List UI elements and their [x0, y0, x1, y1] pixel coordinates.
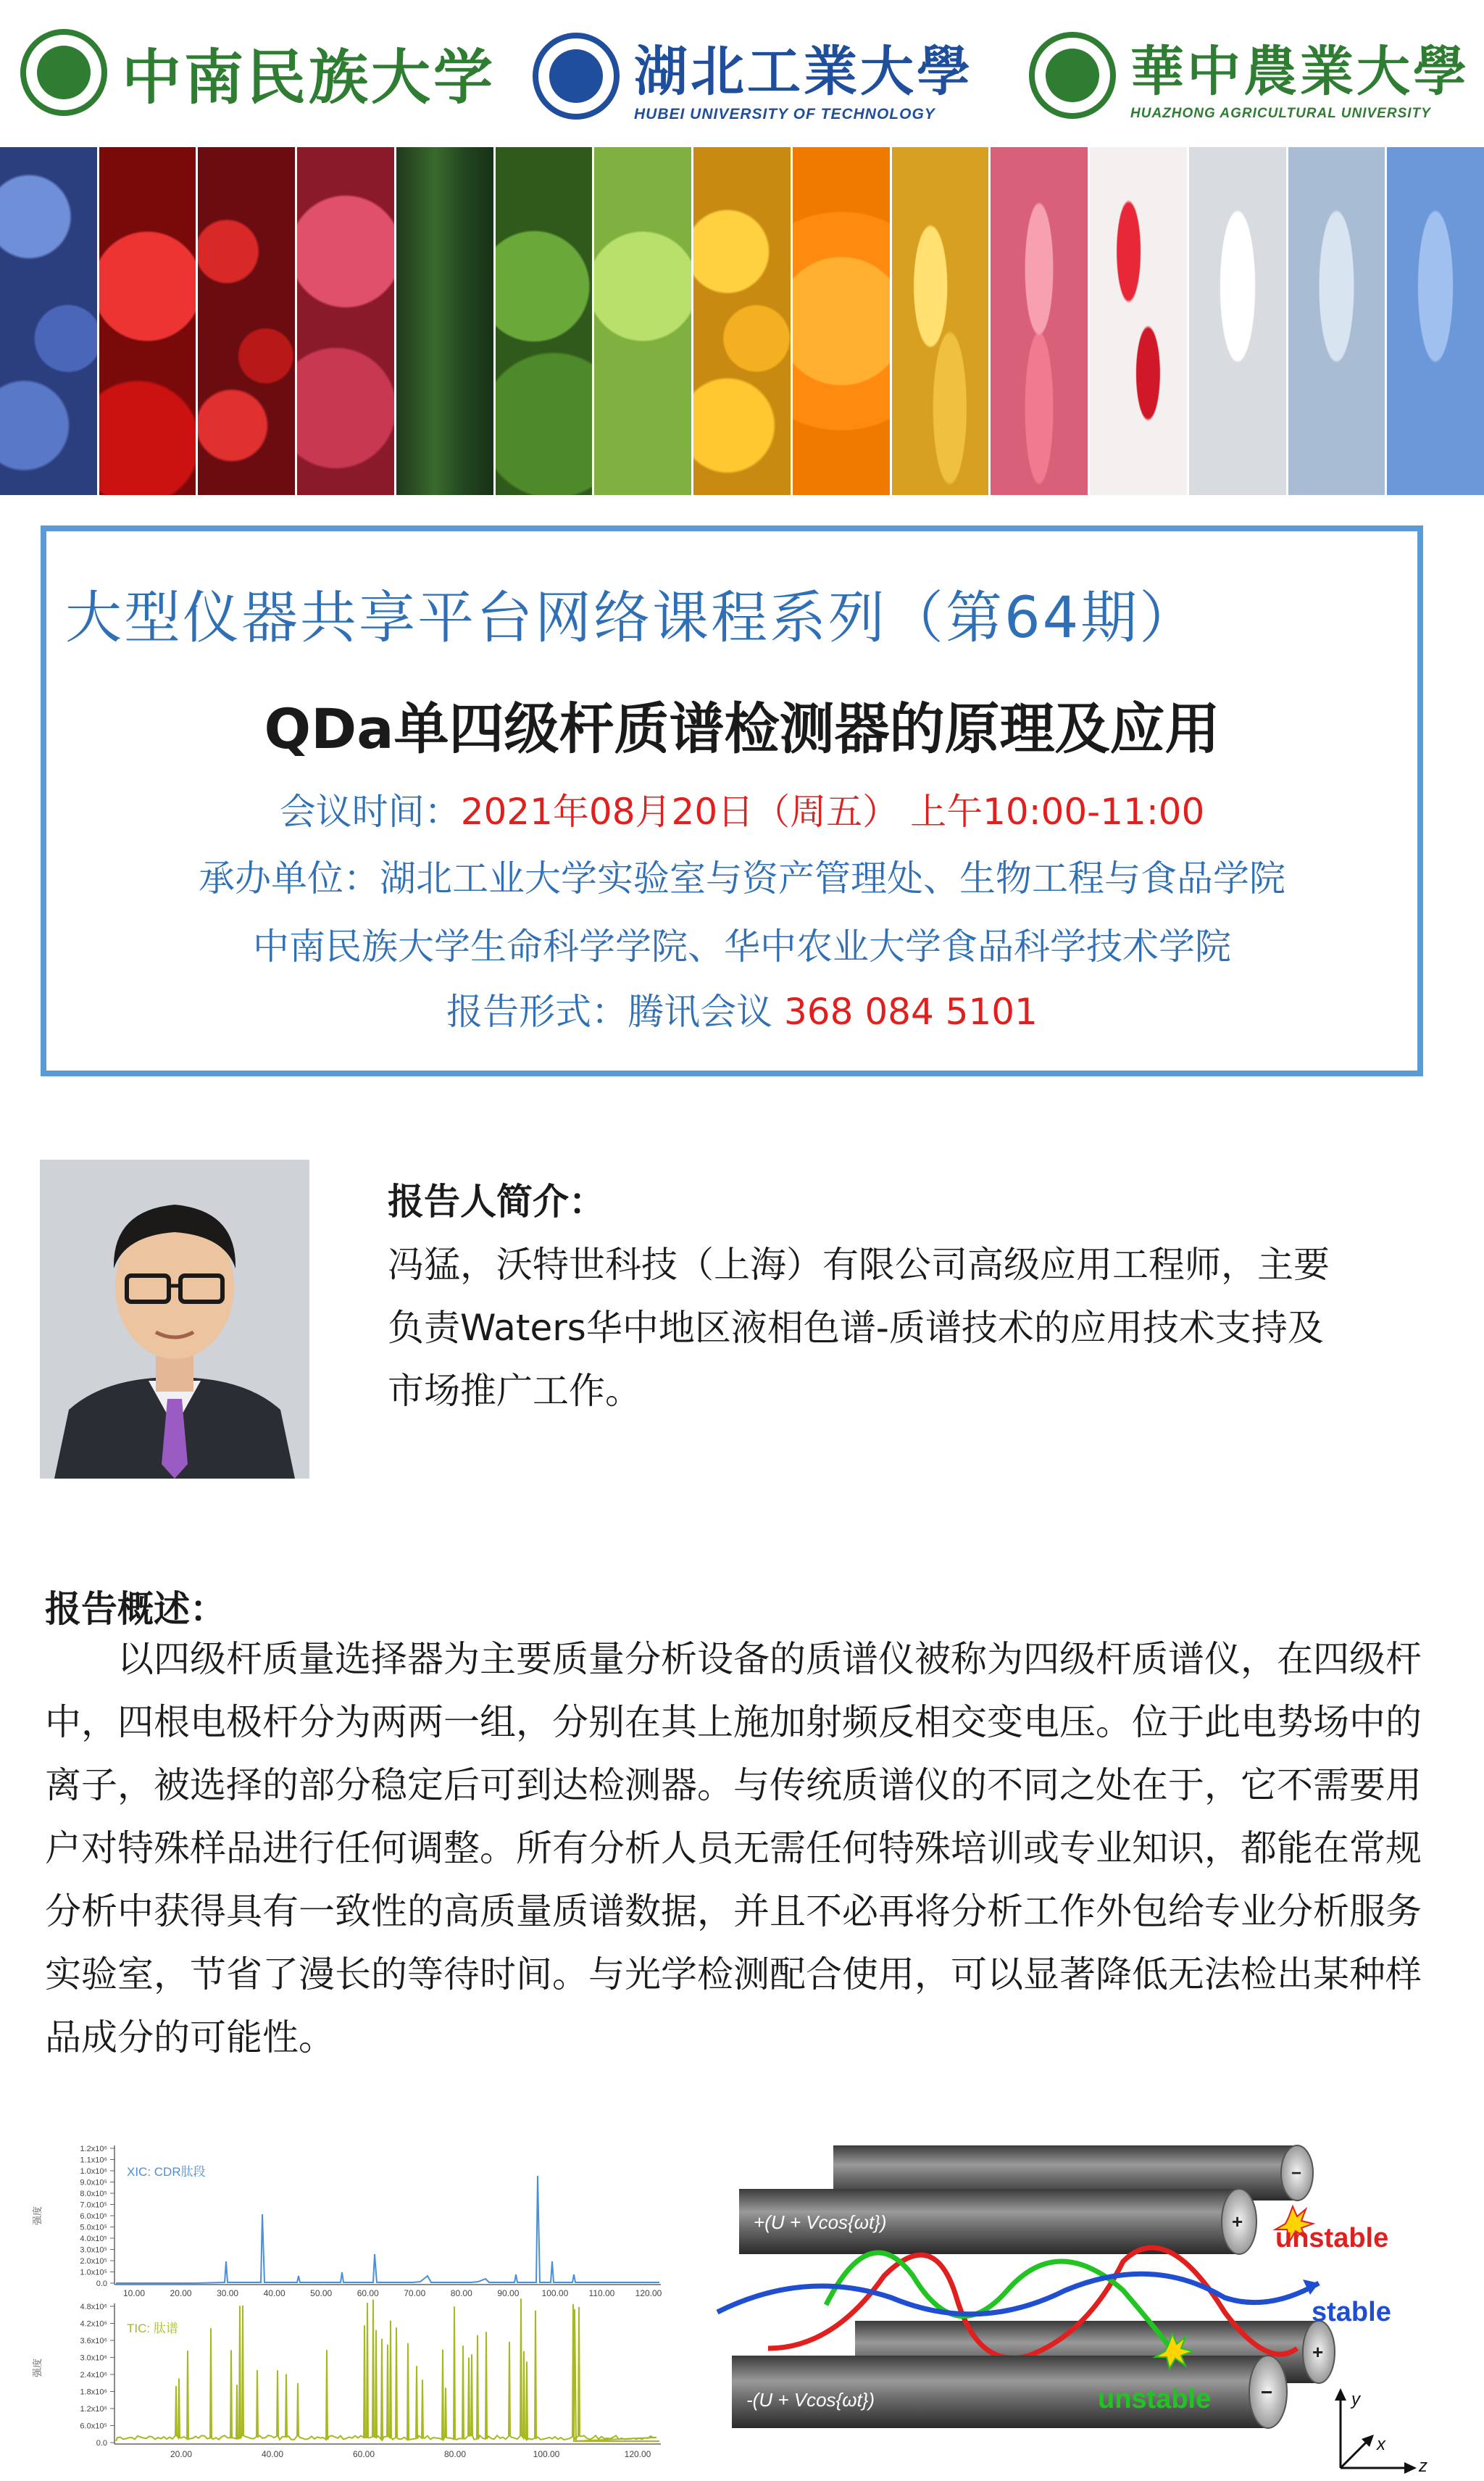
hbut-seal-icon [533, 33, 620, 120]
tic-y-tick-1: 4.2x10⁶ [80, 2319, 107, 2329]
hzau-subtitle: HUAZHONG AGRICULTURAL UNIVERSITY [1130, 106, 1431, 121]
scuec-seal-icon [20, 29, 107, 116]
bio-line-3: 市场推广工作。 [388, 1370, 641, 1412]
axis-y-label: y [1351, 2390, 1360, 2409]
speaker-bio [388, 1234, 1431, 1423]
cherries-strip [99, 147, 199, 495]
xic-y-tick-12: 0.0 [96, 2280, 107, 2288]
unstable-label-top: unstable [1275, 2223, 1389, 2253]
host-line-1 [0, 849, 1484, 902]
rod-minus-sign-2: − [1261, 2381, 1273, 2403]
tic-label: TIC: 肽谱 [127, 2322, 178, 2335]
xic-x-tick-10: 110.00 [588, 2288, 615, 2298]
tic-y-tick-2: 3.6x10⁶ [80, 2337, 107, 2345]
meeting-id: 368 084 5101 [784, 991, 1038, 1033]
xic-x-tick-0: 10.00 [122, 2288, 146, 2298]
xic-y-tick-3: 9.0x10⁵ [80, 2178, 107, 2187]
tic-y-tick-8: 0.0 [96, 2439, 107, 2448]
xic-x-tick-8: 90.00 [497, 2288, 520, 2298]
broccoli-strip [496, 147, 595, 495]
orange-strip [793, 147, 892, 495]
bottom-formula: -(U + Vcos{ωt}) [746, 2389, 875, 2411]
white-pills-strip [1189, 147, 1288, 495]
rod-plus-sign-2: + [1312, 2341, 1324, 2363]
xic-y-tick-1: 1.1x10⁶ [80, 2156, 107, 2165]
summary-heading: 报告概述： [45, 1588, 226, 1630]
pink-pills-strip [991, 147, 1090, 495]
series-title: 大型仪器共享平台网络课程系列（第64期） [65, 586, 1199, 651]
xic-trace [116, 2176, 659, 2283]
host-label: 承办单位： [199, 857, 380, 899]
top-formula: +(U + Vcos{ωt}) [754, 2211, 887, 2233]
tic-panel [32, 2298, 661, 2459]
rod-minus-sign: − [1291, 2164, 1302, 2183]
tic-y-tick-6: 1.2x10⁶ [80, 2405, 107, 2414]
xic-y-tick-11: 1.0x10⁵ [80, 2268, 107, 2277]
currants-strip [198, 147, 297, 495]
tic-y-axis-label: 强度 [32, 2358, 43, 2377]
tic-x-tick-4: 100.00 [533, 2449, 560, 2459]
tic-x-tick-5: 120.00 [624, 2449, 651, 2459]
quadrupole-diagram [717, 2131, 1449, 2476]
scuec-name: 中南民族大学 [122, 42, 496, 112]
xic-x-tick-2: 30.00 [217, 2288, 239, 2298]
xic-y-tick-5: 7.0x10⁵ [80, 2201, 107, 2210]
xic-panel [32, 2145, 662, 2298]
xic-y-tick-7: 5.0x10⁵ [80, 2223, 107, 2232]
chromatogram-figure [32, 2138, 674, 2464]
hbut-subtitle: HUBEI UNIVERSITY OF TECHNOLOGY [634, 106, 935, 122]
tic-y-tick-7: 6.0x10⁵ [80, 2422, 107, 2431]
xic-y-tick-0: 1.2x10⁶ [80, 2145, 107, 2153]
summary-paragraph: 以四级杆质量选择器为主要质量分析设备的质谱仪被称为四级杆质谱仪，在四级杆中，四根电极杆分为两两一组，分别在其上施加射频反相交变电压。位于此电势场中的离子，被选择的部分稳定后可到达检测器。与传统质谱仪的不同之处在于，它不需要用户对特殊样品进行任何调整。所有分析人员无需任何特殊培训或专业知识，都能在常规分析中获得具有一致性的高质量质谱数据，并且不必再将分析工作外包给专业分析服务实验室，节省了漫长的等待时间。与光学检测配合使用，可以显著降低无法检出某种样品成分的可能性。 [45, 1638, 1422, 2058]
xic-y-axis-label: 强度 [32, 2206, 43, 2225]
xic-y-tick-9: 3.0x10⁵ [80, 2245, 107, 2255]
lettuce-strip [594, 147, 693, 495]
speaker-heading: 报告人简介： [388, 1181, 605, 1223]
tic-y-tick-3: 3.0x10⁶ [80, 2353, 107, 2363]
bio-line-2: 负责Waters华中地区液相色谱-质谱技术的应用技术支持及 [388, 1307, 1324, 1349]
tic-y-tick-0: 4.8x10⁶ [80, 2303, 107, 2311]
scuec-logo [20, 29, 496, 116]
hzau-name: 華中農業大學 [1130, 41, 1470, 103]
xic-y-tick-2: 1.0x10⁶ [80, 2167, 107, 2176]
xic-y-tick-4: 8.0x10⁵ [80, 2190, 107, 2198]
xic-label: XIC: CDR肽段 [127, 2165, 206, 2179]
rod-top-front [739, 2189, 1256, 2254]
capsules-strip [892, 147, 991, 495]
red-capsules-strip [1090, 147, 1189, 495]
xic-x-tick-3: 40.00 [263, 2288, 285, 2298]
hbut-name: 湖北工業大學 [634, 41, 973, 103]
bio-line-1: 冯猛，沃特世科技（上海）有限公司高级应用工程师，主要 [388, 1244, 1330, 1286]
format-label: 报告形式：腾讯会议 [446, 991, 784, 1033]
tic-y-tick-5: 1.8x10⁶ [80, 2388, 107, 2397]
tic-trace [116, 2298, 659, 2441]
cucumber-strip [396, 147, 496, 495]
xic-y-tick-10: 2.0x10⁵ [80, 2257, 107, 2266]
speaker-photo [40, 1160, 309, 1479]
hzau-seal-icon [1029, 32, 1116, 119]
gooseberries-strip [693, 147, 793, 495]
logo-row [0, 0, 1484, 145]
blue-pills-strip [1387, 147, 1484, 495]
xic-x-tick-9: 100.00 [541, 2288, 569, 2298]
rod-plus-sign: + [1232, 2211, 1243, 2232]
xic-x-tick-1: 20.00 [170, 2288, 192, 2298]
xic-x-tick-7: 80.00 [450, 2288, 472, 2298]
host-organizers-1: 湖北工业大学实验室与资产管理处、生物工程与食品学院 [380, 857, 1285, 899]
host-line-2: 中南民族大学生命科学学院、华中农业大学食品科学技术学院 [253, 926, 1231, 968]
tic-x-tick-1: 40.00 [261, 2449, 284, 2459]
xic-x-tick-6: 70.00 [404, 2288, 426, 2298]
xic-y-tick-6: 6.0x10⁵ [80, 2212, 107, 2221]
blueberries-strip [0, 147, 99, 495]
stable-label: stable [1312, 2297, 1391, 2327]
xic-y-tick-8: 4.0x10⁵ [80, 2235, 107, 2243]
tic-x-tick-0: 20.00 [170, 2449, 193, 2459]
axes-icon [1335, 2388, 1427, 2476]
meeting-time [0, 783, 1484, 835]
axis-x-label: x [1377, 2435, 1385, 2454]
raspberries-strip [297, 147, 396, 495]
xic-x-tick-11: 120.00 [635, 2288, 662, 2298]
lecture-title: QDa单四级杆质谱检测器的原理及应用 [264, 697, 1220, 761]
axis-z-label: z [1419, 2456, 1427, 2476]
meeting-format [0, 983, 1484, 1035]
unstable-label-bottom: unstable [1098, 2384, 1212, 2414]
tic-x-tick-3: 80.00 [443, 2449, 467, 2459]
hzau-logo [1029, 29, 1470, 122]
food-banner-image [0, 147, 1484, 495]
light-blue-pills-strip [1288, 147, 1388, 495]
tic-x-tick-2: 60.00 [352, 2449, 375, 2459]
xic-x-tick-4: 50.00 [310, 2288, 333, 2298]
time-value: 2021年08月20日（周五） 上午10:00-11:00 [460, 791, 1205, 833]
hbut-logo [533, 29, 973, 123]
time-label: 会议时间： [279, 791, 461, 833]
tic-y-tick-4: 2.4x10⁶ [80, 2371, 107, 2380]
xic-x-tick-5: 60.00 [357, 2288, 379, 2298]
